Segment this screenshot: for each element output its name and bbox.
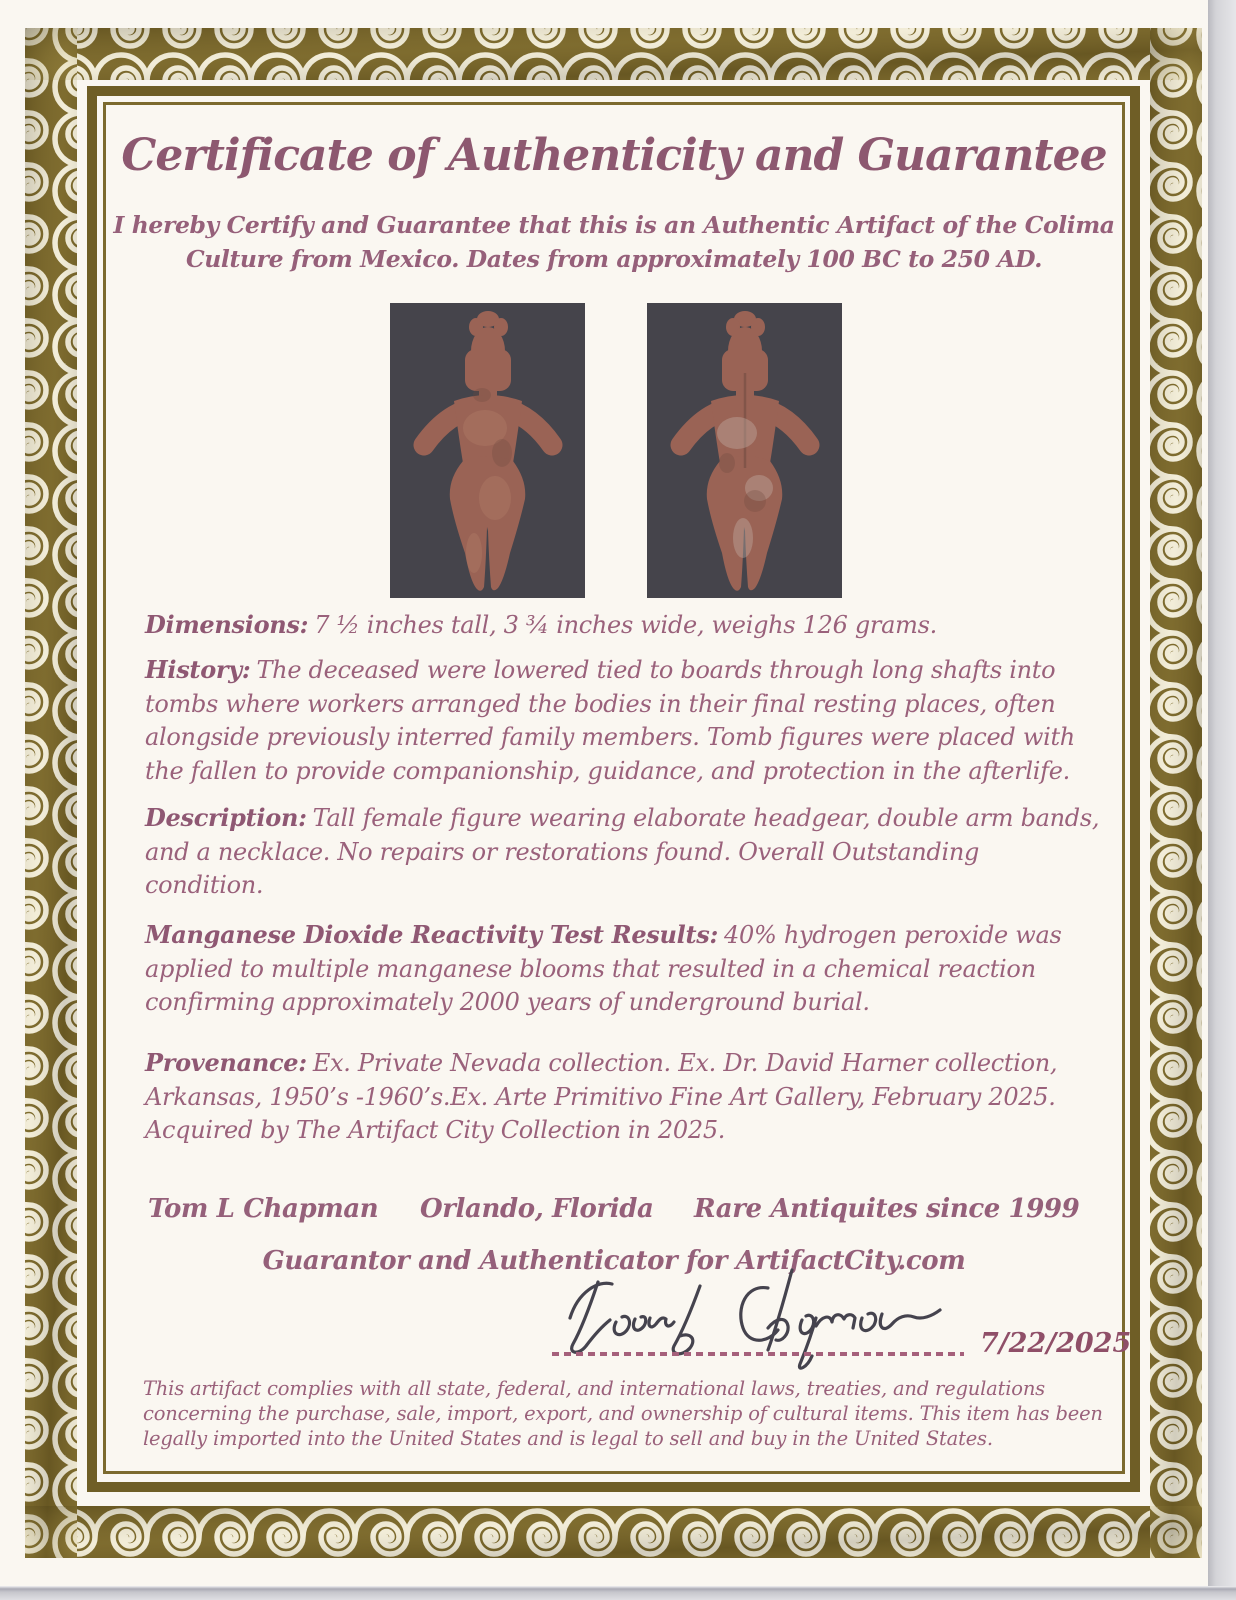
legal-disclaimer: This artifact complies with all state, federal, and international laws, treaties, and regulations concerning the purchase, sale, import, export, and ownership of cultural items. This item has been legally imported into the United States and is legal to sell and buy in the United States. <box>143 1377 1103 1450</box>
artifact-photo-front <box>390 303 585 598</box>
issuer-row <box>0 1194 1236 1230</box>
section-provenance <box>145 1046 1103 1148</box>
section-description-label: Description: <box>145 803 307 832</box>
issuer-location: Orlando, Florida <box>420 1194 654 1224</box>
issuer-tagline: Rare Antiquites since 1999 <box>694 1194 1080 1224</box>
section-history-label: History: <box>145 655 251 684</box>
section-history <box>145 653 1103 788</box>
section-dimensions-label: Dimensions: <box>145 610 309 639</box>
signature-date: 7/22/2025 <box>980 1328 1132 1359</box>
issuer-name: Tom L Chapman <box>148 1194 379 1224</box>
section-description-text: Tall female figure wearing elaborate headgear, double arm bands, and a necklace. No repairs or restorations found. Overall Outstanding condition. <box>145 804 1100 899</box>
issuer-role: Guarantor and Authenticator for ArtifactCity.com <box>262 1246 966 1276</box>
section-provenance-text: Ex. Private Nevada collection. Ex. Dr. David Harner collection, Arkansas, 1950’s -1960’s.Ex. Arte Primitivo Fine Art Gallery, February 2025. Acquired by The Artifact City Collection in 2025. <box>145 1049 1058 1144</box>
section-manganese-test-label: Manganese Dioxide Reactivity Test Results: <box>145 920 719 949</box>
certification-statement-line2: Culture from Mexico. Dates from approximately 100 BC to 250 AD. <box>185 245 1043 273</box>
section-manganese-test-text: 40% hydrogen peroxide was applied to multiple manganese blooms that resulted in a chemical reaction confirming approximately 2000 years of underground burial. <box>145 921 1062 1016</box>
section-dimensions-text: 7 ½ inches tall, 3 ¾ inches wide, weighs 126 grams. <box>314 611 937 639</box>
artifact-photo-back <box>647 303 842 598</box>
section-description <box>145 801 1103 903</box>
artifact-photos <box>0 303 1236 598</box>
certification-statement-line1: I hereby Certify and Guarantee that this is an Authentic Artifact of the Colima <box>113 211 1115 239</box>
section-manganese-test <box>145 918 1103 1020</box>
certification-statement <box>106 208 1122 276</box>
section-dimensions <box>145 608 1103 643</box>
page-title: Certificate of Authenticity and Guarantee <box>121 130 1107 181</box>
section-history-text: The deceased were lowered tied to boards through long shafts into tombs where workers arranged the bodies in their final resting places, often alongside previously interred family members. Tomb figures were placed with the fallen to provide companionship, guidance, and protection in the afterlife. <box>145 656 1075 785</box>
section-provenance-label: Provenance: <box>145 1048 307 1077</box>
signature-line <box>552 1352 964 1356</box>
